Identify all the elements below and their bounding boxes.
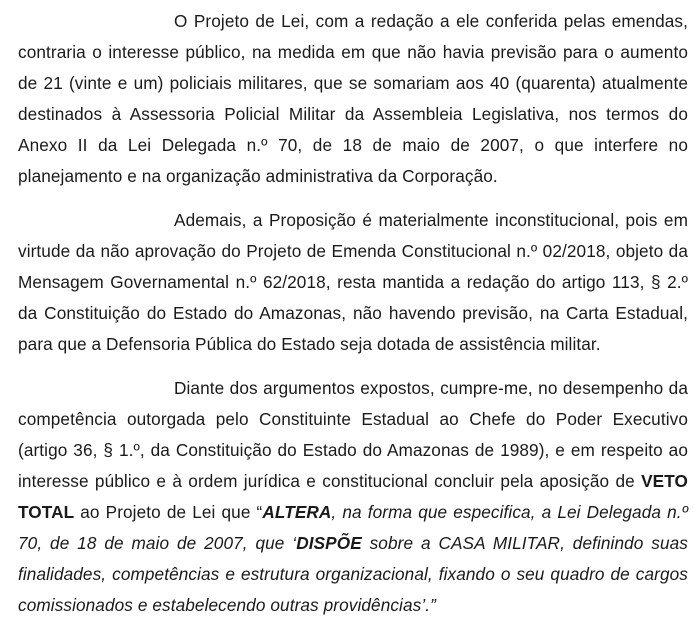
dispoe-emphasis: DISPÕE (296, 533, 362, 553)
text-run: ao Projeto de Lei que “ (74, 502, 263, 522)
text-line (18, 497, 688, 528)
text-line: destinados à Assessoria Policial Militar da Assembleia Legislativa, nos termos do (18, 104, 688, 124)
text-line: O Projeto de Lei, com a redação a ele conferida pelas emendas, (174, 11, 688, 31)
text-run-italic: , na forma que especifica, a Lei Delegada n.º (331, 502, 688, 522)
text-line: comissionados e estabelecendo outras providências’.” (18, 595, 436, 615)
text-run: interesse público e à ordem jurídica e constitucional concluir pela aposição de (18, 471, 642, 491)
paragraph-spacer (18, 192, 688, 205)
text-run-italic: 70, de 18 de maio de 2007, que ‘ (18, 533, 297, 553)
text-line: contraria o interesse público, na medida em que não havia previsão para o aumento (18, 42, 688, 62)
text-line: Mensagem Governamental n.º 62/2018, resta mantida a redação do artigo 113, § 2.º (18, 272, 688, 292)
text-line: finalidades, competências e estrutura organizacional, fixando o seu quadro de cargos (18, 564, 688, 584)
text-line: planejamento e na organização administrativa da Corporação. (18, 166, 498, 186)
text-line (18, 466, 688, 497)
text-line: da Constituição do Estado do Amazonas, não havendo previsão, na Carta Estadual, (18, 303, 688, 323)
text-line: (artigo 36, § 1.º, da Constituição do Estado do Amazonas de 1989), e em respeito ao (18, 440, 688, 460)
text-line: para que a Defensoria Pública do Estado seja dotada de assistência militar. (18, 334, 601, 354)
text-run-italic: sobre a CASA MILITAR, definindo suas (361, 533, 688, 553)
text-line: virtude da não aprovação do Projeto de Emenda Constitucional n.º 02/2018, objeto da (18, 241, 688, 261)
paragraph-spacer (18, 360, 688, 373)
text-line: Ademais, a Proposição é materialmente inconstitucional, pois em (174, 210, 688, 230)
veto-emphasis: VETO (641, 471, 688, 491)
paragraph-veto-conclusion (18, 373, 688, 621)
paragraph-veto-reason-unconstitutional (18, 205, 688, 360)
text-line: Anexo II da Lei Delegada n.º 70, de 18 de maio de 2007, o que interfere no (18, 135, 688, 155)
altera-emphasis: ALTERA (262, 502, 332, 522)
veto-total-emphasis: TOTAL (18, 502, 75, 522)
text-line: competência outorgada pelo Constituinte Estadual ao Chefe do Poder Executivo (18, 409, 688, 429)
text-line (18, 528, 688, 559)
document-page (18, 6, 688, 621)
text-line: de 21 (vinte e um) policiais militares, que se somariam aos 40 (quarenta) atualmente (18, 73, 688, 93)
text-line: Diante dos argumentos expostos, cumpre-me, no desempenho da (174, 378, 688, 398)
paragraph-veto-reason-interest (18, 6, 688, 192)
